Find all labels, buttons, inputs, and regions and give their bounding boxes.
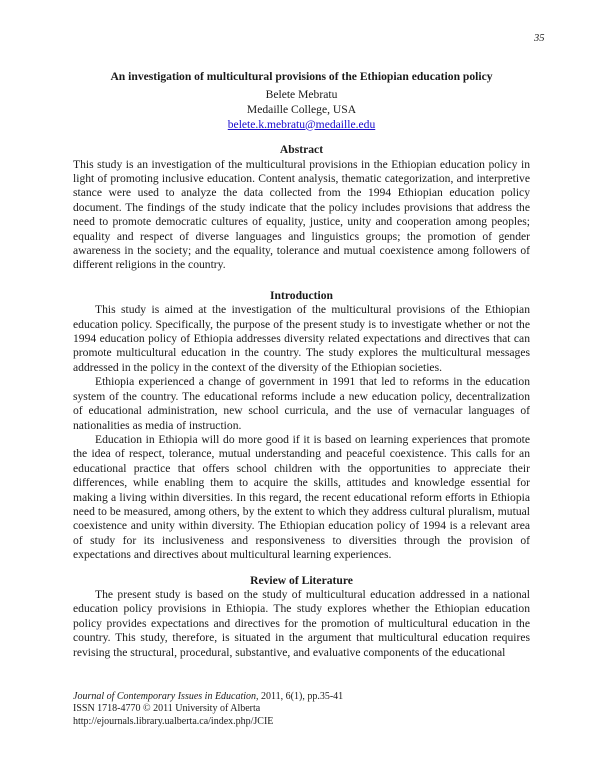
- introduction-paragraph: Education in Ethiopia will do more good if it is based on learning experiences that promote the idea of respect, tolerance, mutual understanding and peaceful coexistence. This calls for an educational practice that offers school children with the opportunities to appreciate their differences, while enabling them to acquire the skills, attitudes and knowledge essential for making a living within diversities. In this regard, the recent educational reform efforts in Ethiopia need to be measured, among others, by the extent to which they address cultural pluralism, mutual coexistence and unity within diversity. The Ethiopian education policy of 1994 is a relevant area of study for its inclusiveness and responsiveness to diversities through the provision of expectations and directives about multicultural learning experiences.: [73, 432, 530, 562]
- article-body: [73, 60, 530, 660]
- abstract-heading: Abstract: [279, 143, 324, 157]
- footer-url: http://ejournals.library.ualberta.ca/index.php/JCIE: [73, 715, 274, 727]
- review-paragraph: The present study is based on the study of multicultural education addressed in a national education policy provisions in Ethiopia. The study explores whether the Ethiopian education policy provides expectations and directives for the promotion of multicultural education in the country. This study, therefore, is situated in the argument that multicultural education requires revising the structural, procedural, substantive, and evaluative components of the educational: [73, 587, 530, 659]
- footer-issn: ISSN 1718-4770 © 2011 University of Alberta: [73, 703, 261, 715]
- author-block: [73, 88, 530, 132]
- author-name: Belete Mebratu: [265, 88, 338, 102]
- introduction-paragraph: This study is aimed at the investigation of the multicultural provisions of the Ethiopian education policy. Specifically, the purpose of the present study is to investigate whether or not the 1994 education policy of Ethiopia addresses diversity related expectations and directives that can promote multicultural education in the country. The study explores the multicultural messages addressed in the policy in the context of the diversity of the Ethiopian societies.: [73, 303, 530, 374]
- footer-citation-line: [73, 691, 343, 703]
- journal-citation: 2011, 6(1), pp.35-41: [258, 691, 344, 702]
- page-number: 35: [534, 33, 545, 44]
- journal-name: Journal of Contemporary Issues in Education,: [73, 691, 259, 702]
- review-heading: Review of Literature: [250, 573, 353, 587]
- introduction-heading: Introduction: [270, 288, 333, 302]
- author-email-link[interactable]: belete.k.mebratu@medaille.edu: [227, 117, 376, 131]
- abstract-text: This study is an investigation of the multicultural provisions in the Ethiopian education policy in light of promoting inclusive education. Content analysis, thematic categorization, and interpretive stance were used to analyze the data collected from the 1994 Ethiopian education policy document. The findings of the study indicate that the policy includes provisions that address the need to promote democratic cultures of equality, justice, unity and cooperation among peoples; equality and respect of diverse languages and linguistics groups; the promotion of gender awareness in the society; and the equality, tolerance and mutual coexistence among followers of different religions in the country.: [73, 157, 530, 272]
- author-affiliation: Medaille College, USA: [246, 103, 357, 116]
- introduction-paragraph: Ethiopia experienced a change of government in 1991 that led to reforms in the education system of the country. The educational reforms include a new education policy, decentralization of educational administration, new school curricula, and the use of vernacular languages of nationalities as media of instruction.: [73, 375, 530, 432]
- page-footer: [73, 691, 343, 728]
- article-title: An investigation of multicultural provisions of the Ethiopian education policy: [110, 70, 493, 83]
